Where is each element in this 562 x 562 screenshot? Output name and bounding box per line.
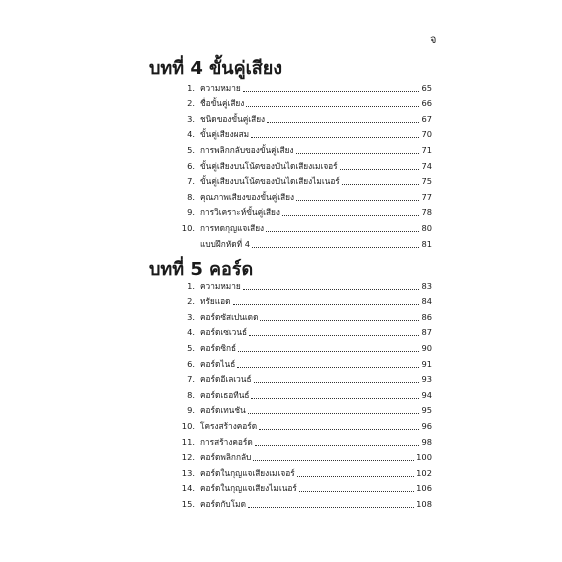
- toc-entry-number: 2.: [187, 296, 195, 307]
- toc-entry-page: 93: [421, 374, 432, 385]
- toc-entry: [175, 234, 432, 250]
- toc-entry-page: 80: [421, 222, 432, 233]
- toc-entry-title: ชื่อขั้นคู่เสียง: [200, 98, 245, 109]
- toc-entry: [175, 479, 432, 495]
- toc-entry-title: การพลิกกลับของขั้นคู่เสียง: [200, 144, 294, 155]
- toc-leader-dots: [253, 459, 414, 461]
- toc-entry-page: 108: [416, 498, 432, 509]
- toc-entry: [175, 276, 432, 292]
- toc-leader-dots: [252, 246, 419, 248]
- toc-entry-title: คอร์ดเทนชัน: [200, 405, 246, 416]
- toc-entry: [175, 140, 432, 156]
- toc-entry-title: การสร้างคอร์ด: [200, 436, 253, 447]
- toc-leader-dots: [246, 105, 419, 107]
- toc-entry-title: ชนิดของขั้นคู่เสียง: [200, 113, 266, 124]
- toc-entry-page: 96: [421, 420, 432, 431]
- toc-entry-number: 1.: [187, 82, 195, 93]
- toc-entry: [175, 416, 432, 432]
- toc-entry-page: 83: [421, 280, 432, 291]
- toc-entry-number: 4.: [187, 327, 195, 338]
- toc-entry: [175, 401, 432, 417]
- toc-leader-dots: [297, 475, 414, 477]
- toc-entry-title: คอร์ดเธอทีนธ์: [200, 389, 250, 400]
- toc-entry-title: คอร์ดในกุญแจเสียงเมเจอร์: [200, 467, 295, 478]
- toc-entry-number: 15.: [181, 498, 195, 509]
- toc-entry: [175, 463, 432, 479]
- chapter-4-heading: [149, 58, 282, 80]
- toc-leader-dots: [342, 183, 420, 185]
- toc-entry-page: 94: [421, 389, 432, 400]
- toc-entry-page: 71: [421, 144, 432, 155]
- toc-leader-dots: [267, 121, 419, 123]
- toc-leader-dots: [299, 490, 414, 492]
- chapter-4-label: บทที่ 4: [149, 58, 203, 79]
- toc-entry-number: 7.: [187, 176, 195, 187]
- toc-leader-dots: [254, 381, 420, 383]
- toc-entry-number: 8.: [187, 191, 195, 202]
- toc-entry-number: 8.: [187, 389, 195, 400]
- toc-entry-number: 3.: [187, 311, 195, 322]
- toc-entry-page: 102: [416, 467, 432, 478]
- toc-leader-dots: [238, 350, 419, 352]
- toc-entry-title: คอร์ดซัสเปนเดด: [200, 311, 259, 322]
- toc-entry-title: แบบฝึกหัดที่ 4: [200, 238, 251, 249]
- toc-entry: [175, 354, 432, 370]
- toc-entry-number: 10.: [181, 222, 195, 233]
- chapter-4-title: ขั้นคู่เสียง: [208, 58, 283, 79]
- toc-entry: [175, 370, 432, 386]
- toc-entry-number: 7.: [187, 374, 195, 385]
- toc-leader-dots: [296, 152, 420, 154]
- toc-entry-title: การวิเคราะห์ขั้นคู่เสียง: [200, 207, 280, 218]
- toc-leader-dots: [282, 214, 420, 216]
- toc-leader-dots: [259, 428, 419, 430]
- toc-leader-dots: [260, 319, 419, 321]
- toc-entry-page: 75: [421, 176, 432, 187]
- toc-entry-page: 98: [421, 436, 432, 447]
- toc-entry-title: การทดกุญแจเสียง: [200, 222, 265, 233]
- toc-entry-number: 5.: [187, 144, 195, 155]
- toc-entry: [175, 323, 432, 339]
- toc-entry-title: ขั้นคู่เสียงบนโน้ตของบันไดเสียงไมเนอร์: [200, 176, 340, 187]
- toc-entry-page: 84: [421, 296, 432, 307]
- toc-entry: [175, 187, 432, 203]
- toc-entry-title: ความหมาย: [200, 82, 241, 93]
- toc-leader-dots: [340, 168, 420, 170]
- toc-leader-dots: [248, 412, 420, 414]
- toc-entry-page: 74: [421, 160, 432, 171]
- toc-entry-number: 10.: [181, 420, 195, 431]
- toc-entry-number: 3.: [187, 113, 195, 124]
- toc-leader-dots: [243, 90, 420, 92]
- toc-entry: [175, 448, 432, 464]
- toc-entry: [175, 125, 432, 141]
- toc-entry-page: 90: [421, 342, 432, 353]
- toc-entry: [175, 172, 432, 188]
- page-number-letter: จ: [430, 33, 437, 46]
- toc-entry-number: 6.: [187, 358, 195, 369]
- toc-entry: [175, 94, 432, 110]
- toc-leader-dots: [248, 506, 414, 508]
- toc-entry-page: 91: [421, 358, 432, 369]
- toc-entry: [175, 203, 432, 219]
- toc-leader-dots: [255, 444, 420, 446]
- toc-entry-title: คอร์ดไนธ์: [200, 358, 236, 369]
- toc-entry: [175, 109, 432, 125]
- toc-entry-title: ความหมาย: [200, 280, 241, 291]
- toc-entry-number: 5.: [187, 342, 195, 353]
- toc-entry-title: คอร์ดอีเลเวนธ์: [200, 374, 252, 385]
- toc-leader-dots: [233, 303, 420, 305]
- chapter-5-title: คอร์ด: [208, 259, 254, 280]
- toc-entry-number: 9.: [187, 207, 195, 218]
- toc-entry-number: 4.: [187, 129, 195, 140]
- toc-entry-number: 2.: [187, 98, 195, 109]
- toc-entry-title: คอร์ดซิกธ์: [200, 342, 237, 353]
- toc-entry-page: 66: [421, 98, 432, 109]
- toc-entry-title: คอร์ดเซเวนธ์: [200, 327, 248, 338]
- toc-entry-page: 81: [421, 238, 432, 249]
- toc-leader-dots: [266, 230, 419, 232]
- toc-entry-page: 86: [421, 311, 432, 322]
- toc-entry: [175, 494, 432, 510]
- toc-entry-page: 106: [416, 483, 432, 494]
- toc-leader-dots: [251, 136, 419, 138]
- toc-entry-number: 1.: [187, 280, 195, 291]
- toc-entry: [175, 156, 432, 172]
- toc-entry: [175, 307, 432, 323]
- chapter-4-toc-list: [175, 78, 432, 250]
- toc-entry-page: 65: [421, 82, 432, 93]
- toc-entry: [175, 218, 432, 234]
- toc-entry-page: 100: [416, 452, 432, 463]
- toc-entry-page: 78: [421, 207, 432, 218]
- toc-entry-title: โครงสร้างคอร์ด: [200, 420, 258, 431]
- toc-entry-title: ทรัยแอด: [200, 296, 231, 307]
- toc-leader-dots: [251, 397, 419, 399]
- toc-entry-page: 95: [421, 405, 432, 416]
- toc-entry-title: คอร์ดกับโมด: [200, 498, 246, 509]
- toc-entry: [175, 432, 432, 448]
- toc-entry-title: คุณภาพเสียงของขั้นคู่เสียง: [200, 191, 295, 202]
- toc-entry-page: 77: [421, 191, 432, 202]
- toc-entry: [175, 385, 432, 401]
- toc-entry-number: 12.: [181, 452, 195, 463]
- chapter-5-label: บทที่ 5: [149, 259, 203, 280]
- toc-entry-number: 11.: [181, 436, 195, 447]
- toc-entry-title: ขั้นคู่เสียงบนโน้ตของบันไดเสียงเมเจอร์: [200, 160, 338, 171]
- toc-entry-page: 70: [421, 129, 432, 140]
- toc-leader-dots: [296, 199, 419, 201]
- toc-entry-number: 13.: [181, 467, 195, 478]
- toc-entry-page: 67: [421, 113, 432, 124]
- toc-leader-dots: [243, 288, 420, 290]
- toc-entry-number: 9.: [187, 405, 195, 416]
- toc-entry-number: 6.: [187, 160, 195, 171]
- chapter-5-toc-list: [175, 276, 432, 510]
- toc-entry-number: 14.: [181, 483, 195, 494]
- toc-entry-title: ขั้นคู่เสียงผสม: [200, 129, 250, 140]
- toc-entry-title: คอร์ดพลิกกลับ: [200, 452, 252, 463]
- toc-entry: [175, 338, 432, 354]
- toc-entry-page: 87: [421, 327, 432, 338]
- toc-entry: [175, 292, 432, 308]
- toc-leader-dots: [237, 366, 419, 368]
- toc-entry: [175, 78, 432, 94]
- toc-entry-title: คอร์ดในกุญแจเสียงไมเนอร์: [200, 483, 297, 494]
- toc-leader-dots: [249, 334, 419, 336]
